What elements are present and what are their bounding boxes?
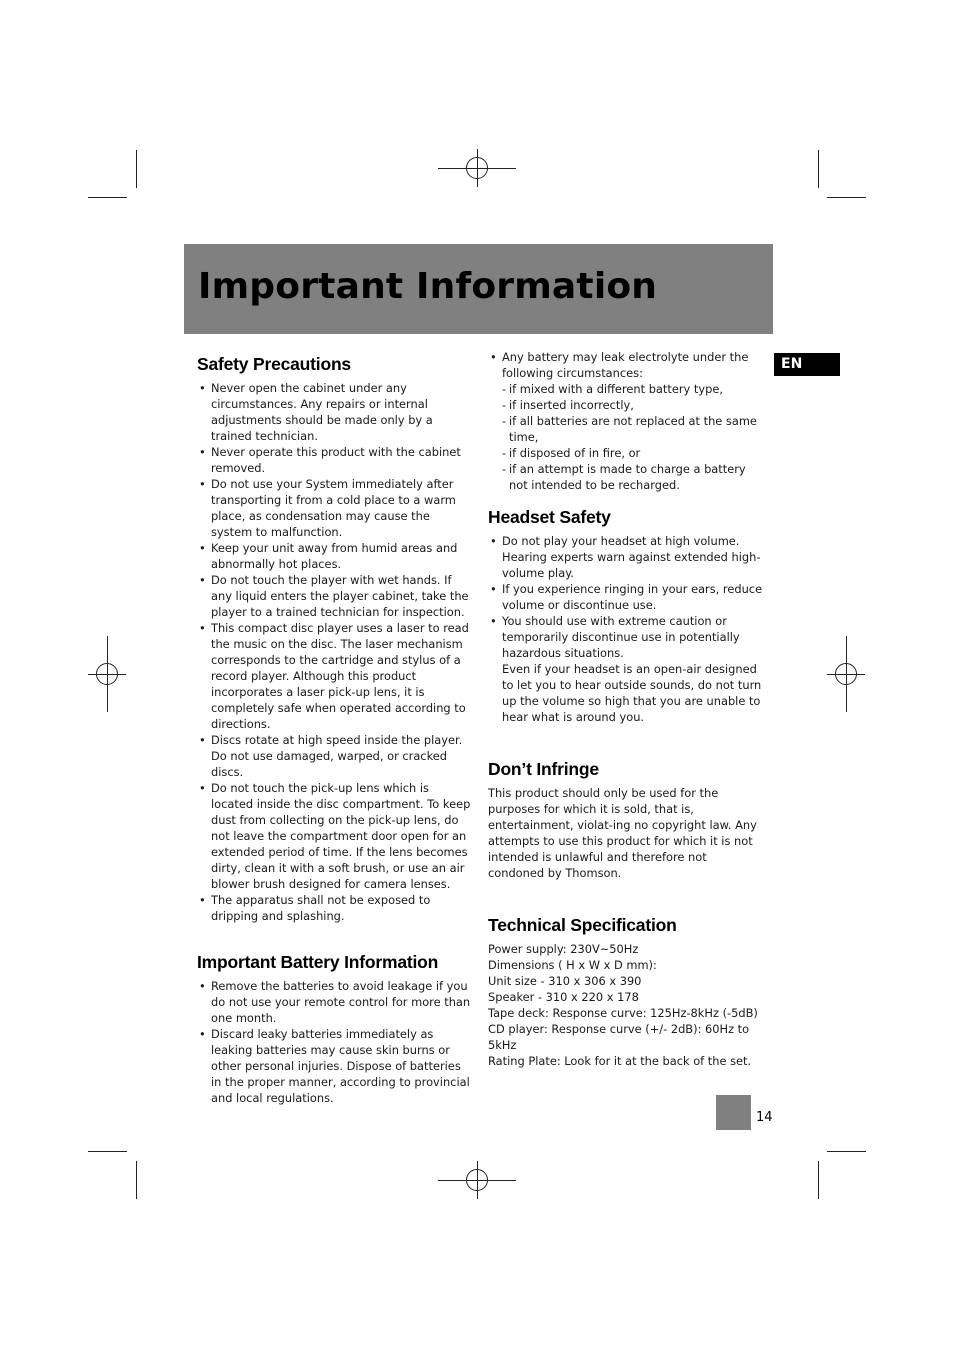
dont-infringe-heading: Don’t Infringe xyxy=(488,759,599,779)
headset-safety-section xyxy=(488,503,763,725)
list-item: • The apparatus shall not be exposed to dripping and splashing. xyxy=(197,892,472,924)
list-item xyxy=(488,349,763,493)
list-item: • Never open the cabinet under any circumstances. Any repairs or internal adjustments should be made only by a trained technician. xyxy=(197,380,472,444)
left-column xyxy=(197,350,472,1106)
battery-leak-intro: Any battery may leak electrolyte under the following circumstances: xyxy=(502,350,749,380)
list-item: • Do not touch the pick-up lens which is located inside the disc compartment. To keep dust from collecting on the pick-up lens, do not leave the compartment door open for an extended period of time. If the lens becomes dirty, clean it with a soft brush, or use an air blower brush designed for camera lenses. xyxy=(197,780,472,892)
spec-line: Power supply: 230V~50Hz xyxy=(488,942,639,956)
battery-information-section xyxy=(197,948,472,1106)
headset-safety-heading: Headset Safety xyxy=(488,507,611,527)
list-item: • Discard leaky batteries immediately as leaking batteries may cause skin burns or other personal injuries. Dispose of batteries in the proper manner, according to provincial and local regulations. xyxy=(197,1026,472,1106)
list-item: - if mixed with a different battery type, xyxy=(502,381,763,397)
dont-infringe-section xyxy=(488,755,763,881)
safety-precautions-heading: Safety Precautions xyxy=(197,354,351,374)
page-number: 14 xyxy=(756,1110,773,1125)
right-column xyxy=(488,349,763,1069)
page-title: Important Information xyxy=(198,266,658,307)
dont-infringe-text: This product should only be used for the purposes for which it is sold, that is, entertainment, violat-ing no copyright law. Any attempts to use this product for which it is not intended is unlawful and therefore not condoned by Thomson. xyxy=(488,786,757,880)
spec-line: Unit size - 310 x 306 x 390 xyxy=(488,974,642,988)
spec-line: CD player: Response curve (+/- 2dB): 60Hz to 5kHz xyxy=(488,1022,750,1052)
list-item: • Do not touch the player with wet hands. If any liquid enters the player cabinet, take the player to a trained technician for inspection. xyxy=(197,572,472,620)
list-item: • Keep your unit away from humid areas and abnormally hot places. xyxy=(197,540,472,572)
battery-leak-cases xyxy=(502,381,763,493)
battery-leak-list xyxy=(488,349,763,493)
safety-precautions-list xyxy=(197,380,472,924)
list-item: • Remove the batteries to avoid leakage if you do not use your remote control for more than one month. xyxy=(197,978,472,1026)
technical-specification-section xyxy=(488,911,763,1069)
spec-line: Rating Plate: Look for it at the back of the set. xyxy=(488,1054,752,1068)
spec-line: Dimensions ( H x W x D mm): xyxy=(488,958,657,972)
battery-information-list xyxy=(197,978,472,1106)
list-item: • This compact disc player uses a laser to read the music on the disc. The laser mechanism corresponds to the cartridge and stylus of a record player. Although this product incorporates a laser pick-up lens, it is completely safe when operated according to directions. xyxy=(197,620,472,732)
list-item: • Discs rotate at high speed inside the player. Do not use damaged, warped, or cracked discs. xyxy=(197,732,472,780)
list-item: - if all batteries are not replaced at the same time, xyxy=(502,413,763,445)
list-item: • You should use with extreme caution or temporarily discontinue use in potentially hazardous situations. Even if your headset is an open-air designed to let you to hear outside sounds, do not turn up the volume so high that you are unable to hear what is around you. xyxy=(488,613,763,725)
page-number-box xyxy=(716,1095,751,1130)
list-item: • Do not use your System immediately after transporting it from a cold place to a warm place, as condensation may cause the system to malfunction. xyxy=(197,476,472,540)
list-item: • If you experience ringing in your ears, reduce volume or discontinue use. xyxy=(488,581,763,613)
spec-line: Tape deck: Response curve: 125Hz-8kHz (-5dB) xyxy=(488,1006,758,1020)
list-item: - if inserted incorrectly, xyxy=(502,397,763,413)
title-banner xyxy=(184,244,773,334)
list-item: - if disposed of in fire, or xyxy=(502,445,763,461)
list-item: • Do not play your headset at high volume. Hearing experts warn against extended high-volume play. xyxy=(488,533,763,581)
safety-precautions-section xyxy=(197,350,472,924)
battery-information-heading: Important Battery Information xyxy=(197,952,439,972)
list-item: • Never operate this product with the cabinet removed. xyxy=(197,444,472,476)
technical-specification-heading: Technical Specification xyxy=(488,915,677,935)
list-item: - if an attempt is made to charge a battery not intended to be recharged. xyxy=(502,461,763,493)
spec-line: Speaker - 310 x 220 x 178 xyxy=(488,990,639,1004)
headset-note: Even if your headset is an open-air designed to let you to hear outside sounds, do not turn up the volume so high that you are unable to hear what is around you. xyxy=(502,662,762,724)
technical-specification-lines xyxy=(488,941,763,1069)
headset-safety-list xyxy=(488,533,763,725)
language-tab: EN xyxy=(774,353,840,376)
